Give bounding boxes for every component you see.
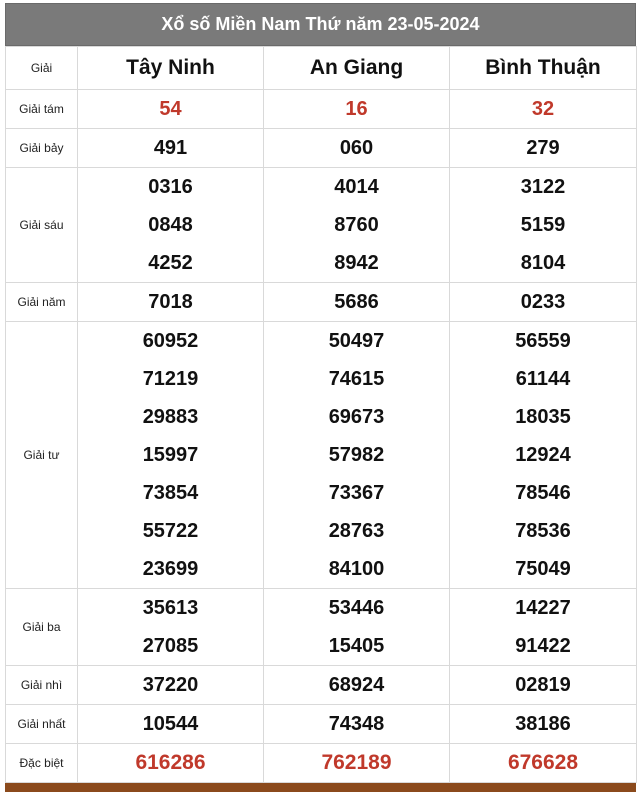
prize-number: 0848 bbox=[148, 214, 193, 236]
prize-cell bbox=[264, 129, 450, 168]
prize-label-g7: Giải bảy bbox=[6, 129, 78, 168]
prize-number: 4014 bbox=[334, 176, 379, 198]
prize-row-g2 bbox=[6, 666, 637, 705]
prize-number: 14227 bbox=[515, 597, 571, 619]
prize-number: 29883 bbox=[142, 406, 199, 428]
prize-label-g8: Giải tám bbox=[6, 90, 78, 129]
prize-number: 84100 bbox=[328, 558, 385, 580]
prize-cell bbox=[78, 129, 264, 168]
prize-number: 23699 bbox=[142, 558, 199, 580]
prize-cell bbox=[264, 705, 450, 744]
prize-number: 60952 bbox=[142, 330, 199, 352]
prize-cell bbox=[450, 90, 637, 129]
prize-number: 78546 bbox=[515, 482, 571, 504]
prize-number: 71219 bbox=[142, 368, 199, 390]
special-prize-number: 676628 bbox=[507, 751, 579, 774]
prize-cell bbox=[450, 589, 637, 666]
prize-number: 61144 bbox=[515, 368, 571, 390]
prize-number: 73854 bbox=[142, 482, 199, 504]
prize-number: 4252 bbox=[148, 252, 193, 274]
prize-cell bbox=[450, 744, 637, 783]
province-an-giang[interactable]: An Giang bbox=[264, 47, 450, 90]
province-tay-ninh[interactable]: Tây Ninh bbox=[78, 47, 264, 90]
prize-number: 32 bbox=[531, 98, 555, 120]
prize-number: 37220 bbox=[142, 674, 199, 696]
province-binh-thuan[interactable]: Bình Thuận bbox=[450, 47, 637, 90]
prize-cell bbox=[78, 168, 264, 283]
prize-label-special: Đặc biệt bbox=[6, 744, 78, 783]
prize-cell bbox=[264, 90, 450, 129]
prize-number: 15405 bbox=[328, 635, 385, 657]
prize-cell bbox=[264, 322, 450, 589]
prize-number: 0233 bbox=[520, 291, 566, 313]
prize-number: 27085 bbox=[142, 635, 199, 657]
prize-number: 3122 bbox=[520, 176, 566, 198]
prize-number: 56559 bbox=[515, 330, 571, 352]
header-prize-label: Giải bbox=[6, 47, 78, 90]
prize-number: 5686 bbox=[334, 291, 379, 313]
prize-number: 55722 bbox=[142, 520, 199, 542]
prize-cell bbox=[450, 283, 637, 322]
results-container bbox=[5, 3, 636, 792]
prize-number: 53446 bbox=[328, 597, 385, 619]
prize-number: 73367 bbox=[328, 482, 385, 504]
prize-row-g6 bbox=[6, 168, 637, 283]
prize-cell bbox=[450, 129, 637, 168]
prize-cell bbox=[264, 283, 450, 322]
prize-row-g7 bbox=[6, 129, 637, 168]
prize-cell bbox=[264, 589, 450, 666]
prize-row-g3 bbox=[6, 589, 637, 666]
page-title: Xổ số Miền Nam Thứ năm 23-05-2024 bbox=[5, 3, 636, 46]
prize-label-g2: Giải nhì bbox=[6, 666, 78, 705]
prize-number: 28763 bbox=[328, 520, 385, 542]
prize-number: 02819 bbox=[515, 674, 571, 696]
prize-number: 91422 bbox=[515, 635, 571, 657]
prize-number: 060 bbox=[339, 137, 374, 159]
prize-cell bbox=[264, 168, 450, 283]
prize-number: 8104 bbox=[520, 252, 566, 274]
header-row bbox=[6, 47, 637, 90]
prize-number: 38186 bbox=[515, 713, 571, 735]
prize-number: 12924 bbox=[515, 444, 571, 466]
prize-cell bbox=[78, 705, 264, 744]
prize-number: 74615 bbox=[328, 368, 385, 390]
prize-cell bbox=[78, 90, 264, 129]
prize-number: 18035 bbox=[515, 406, 571, 428]
prize-cell bbox=[450, 322, 637, 589]
prize-number: 8760 bbox=[334, 214, 379, 236]
prize-number: 74348 bbox=[328, 713, 385, 735]
prize-number: 69673 bbox=[328, 406, 385, 428]
prize-row-g8 bbox=[6, 90, 637, 129]
prize-label-g6: Giải sáu bbox=[6, 168, 78, 283]
prize-row-special bbox=[6, 744, 637, 783]
prize-label-g4: Giải tư bbox=[6, 322, 78, 589]
prize-number: 491 bbox=[153, 137, 188, 159]
prize-row-g5 bbox=[6, 283, 637, 322]
prize-number: 8942 bbox=[334, 252, 379, 274]
prize-number: 7018 bbox=[148, 291, 193, 313]
prize-cell bbox=[78, 283, 264, 322]
results-table bbox=[5, 46, 637, 783]
prize-number: 10544 bbox=[142, 713, 199, 735]
prize-cell bbox=[450, 705, 637, 744]
prize-number: 50497 bbox=[328, 330, 385, 352]
prize-number: 0316 bbox=[148, 176, 193, 198]
prize-label-g1: Giải nhất bbox=[6, 705, 78, 744]
prize-cell bbox=[264, 744, 450, 783]
prize-cell bbox=[450, 666, 637, 705]
special-prize-number: 616286 bbox=[135, 751, 206, 774]
prize-cell bbox=[78, 589, 264, 666]
prize-number: 68924 bbox=[328, 674, 385, 696]
prize-number: 54 bbox=[159, 98, 182, 120]
prize-number: 15997 bbox=[142, 444, 199, 466]
prize-label-g5: Giải năm bbox=[6, 283, 78, 322]
prize-cell bbox=[450, 168, 637, 283]
prize-cell bbox=[78, 322, 264, 589]
prize-number: 35613 bbox=[142, 597, 199, 619]
prize-number: 5159 bbox=[520, 214, 566, 236]
prize-number: 78536 bbox=[515, 520, 571, 542]
prize-row-g4 bbox=[6, 322, 637, 589]
prize-row-g1 bbox=[6, 705, 637, 744]
prize-label-g3: Giải ba bbox=[6, 589, 78, 666]
prize-cell bbox=[78, 666, 264, 705]
prize-cell bbox=[78, 744, 264, 783]
prize-number: 279 bbox=[526, 137, 560, 159]
special-prize-number: 762189 bbox=[321, 751, 392, 774]
prize-number: 16 bbox=[345, 98, 368, 120]
prize-number: 57982 bbox=[328, 444, 385, 466]
prize-cell bbox=[264, 666, 450, 705]
prize-number: 75049 bbox=[515, 558, 571, 580]
